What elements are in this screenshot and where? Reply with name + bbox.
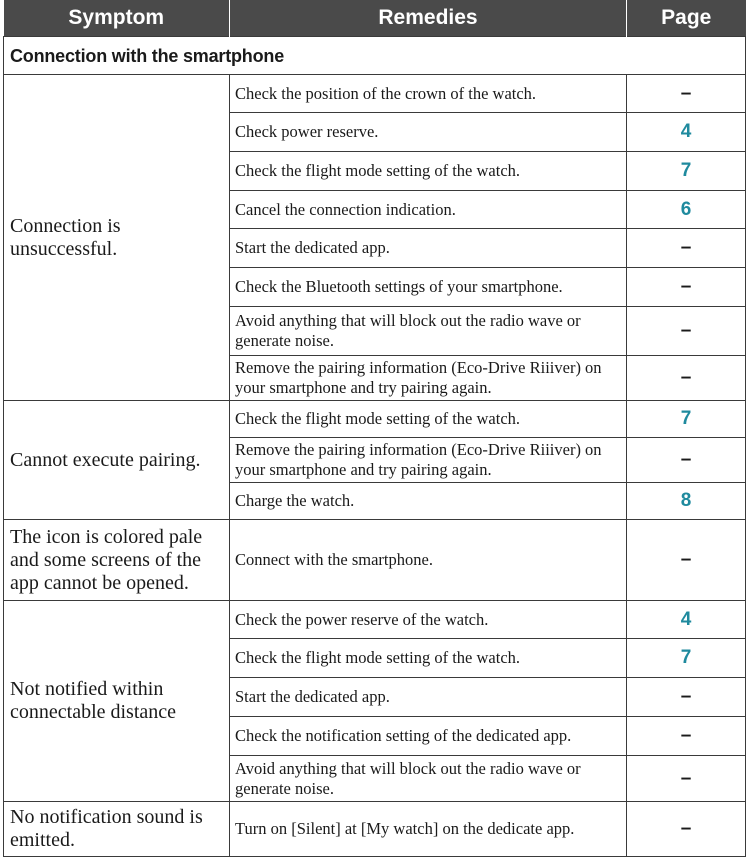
page-cell: –	[627, 307, 746, 356]
page-cell: –	[627, 75, 746, 113]
remedy-cell: Check power reserve.	[230, 113, 627, 152]
symptom-cell: Connection is unsuccessful.	[4, 75, 230, 401]
remedy-cell: Check the flight mode setting of the watch.	[230, 401, 627, 438]
troubleshooting-table-wrapper	[3, 0, 745, 857]
page-cell: –	[627, 356, 746, 401]
page-cell: –	[627, 678, 746, 717]
remedy-cell: Start the dedicated app.	[230, 678, 627, 717]
remedy-cell: Cancel the connection indication.	[230, 191, 627, 229]
remedy-cell: Connect with the smartphone.	[230, 520, 627, 601]
page-cell: –	[627, 717, 746, 756]
troubleshooting-table	[3, 0, 746, 857]
header-remedies: Remedies	[230, 0, 627, 37]
remedy-cell: Check the flight mode setting of the watch.	[230, 639, 627, 678]
header-symptom: Symptom	[4, 0, 230, 37]
remedy-cell: Avoid anything that will block out the radio wave or generate noise.	[230, 307, 627, 356]
page-cell: –	[627, 520, 746, 601]
page-cell: –	[627, 268, 746, 307]
header-page: Page	[627, 0, 746, 37]
page-ref-link[interactable]: 4	[627, 113, 746, 152]
page-cell: –	[627, 229, 746, 268]
table-row	[4, 401, 746, 438]
page-ref-link[interactable]: 7	[627, 401, 746, 438]
page-cell: –	[627, 756, 746, 802]
section-row	[4, 37, 746, 75]
remedy-cell: Start the dedicated app.	[230, 229, 627, 268]
page-cell: –	[627, 438, 746, 483]
remedy-cell: Remove the pairing information (Eco-Drive Riiiver) on your smartphone and try pairing again.	[230, 356, 627, 401]
remedy-cell: Check the flight mode setting of the watch.	[230, 152, 627, 191]
symptom-cell: The icon is colored pale and some screens of the app cannot be opened.	[4, 520, 230, 601]
page-cell: –	[627, 802, 746, 857]
page-ref-link[interactable]: 4	[627, 601, 746, 639]
remedy-cell: Avoid anything that will block out the radio wave or generate noise.	[230, 756, 627, 802]
remedy-cell: Check the notification setting of the dedicated app.	[230, 717, 627, 756]
remedy-cell: Check the position of the crown of the watch.	[230, 75, 627, 113]
remedy-cell: Turn on [Silent] at [My watch] on the dedicate app.	[230, 802, 627, 857]
symptom-cell: Not notified within connectable distance	[4, 601, 230, 802]
header-row	[4, 0, 746, 37]
page-ref-link[interactable]: 8	[627, 483, 746, 520]
table-row	[4, 802, 746, 857]
remedy-cell: Charge the watch.	[230, 483, 627, 520]
page-ref-link[interactable]: 7	[627, 639, 746, 678]
page-ref-link[interactable]: 6	[627, 191, 746, 229]
remedy-cell: Check the Bluetooth settings of your smartphone.	[230, 268, 627, 307]
page-ref-link[interactable]: 7	[627, 152, 746, 191]
table-row	[4, 520, 746, 601]
symptom-cell: No notification sound is emitted.	[4, 802, 230, 857]
table-row	[4, 601, 746, 639]
remedy-cell: Check the power reserve of the watch.	[230, 601, 627, 639]
symptom-cell: Cannot execute pairing.	[4, 401, 230, 520]
table-row	[4, 75, 746, 113]
section-title: Connection with the smartphone	[4, 37, 746, 75]
remedy-cell: Remove the pairing information (Eco-Drive Riiiver) on your smartphone and try pairing again.	[230, 438, 627, 483]
